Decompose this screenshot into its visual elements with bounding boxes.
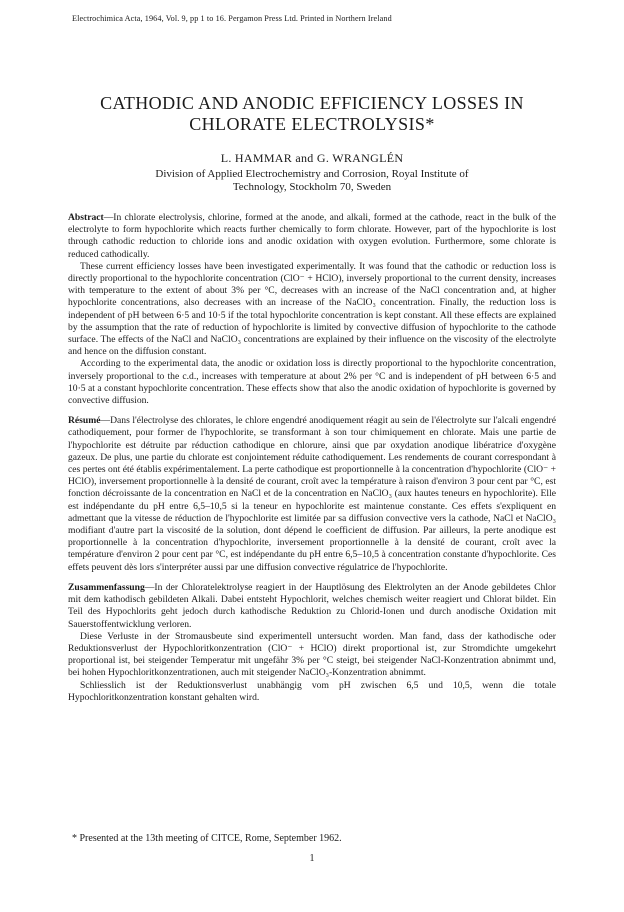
page-number: 1	[309, 853, 315, 864]
zusammenfassung-paragraph-2: Diese Verluste in der Stromausbeute sind experimentell untersucht worden. Man fand, dass der kathodische oder Reduktionsverlust der Hypochloritkonzentration (ClO⁻ + HClO) direkt proportional ist, zur Stromdichte umgekehrt proportional ist, bei steigender Temperatur mit ungefähr 3% per °C steigt, bei steigender NaCl-Konzentration abnimmt und, bei hohen Hypochloritkonzentrationen, auch mit steigender NaClO₃-Konzentration abnimmt.	[68, 630, 556, 679]
abstracts-block	[68, 212, 556, 704]
title-line-2: CHLORATE ELECTROLYSIS*	[189, 114, 435, 134]
zusammenfassung-paragraph-1	[68, 582, 556, 631]
resume-paragraph	[68, 415, 556, 574]
title-line-1: CATHODIC AND ANODIC EFFICIENCY LOSSES IN	[100, 93, 524, 113]
zusammenfassung-paragraph-3: Schliesslich ist der Reduktionsverlust unabhängig vom pH zwischen 6,5 und 10,5, wenn die totale Hypochloritkonzentration konstant gehalten wird.	[68, 679, 556, 703]
footnote: * Presented at the 13th meeting of CITCE, Rome, September 1962.	[72, 833, 342, 844]
abstract-paragraph-3: According to the experimental data, the anodic or oxidation loss is directly proportional to the hypochlorite concentration, inversely proportional to the c.d., increases with temperature at about 2% per °C and is independent of pH between 6·5 and 10·5 at a constant hypochlorite concentration. These effects show that also the anodic oxidation of hypochlorite is governed by convective diffusion.	[68, 358, 556, 407]
abstract-paragraph-2: These current efficiency losses have been investigated experimentally. It was found that the cathodic or reduction loss is directly proportional to the hypochlorite concentration (ClO⁻ + HClO), inversely proportional to the current density, increases with temperature to the extent of about 3% per °C, decreases with an increase of the NaCl concentration and, at higher hypochlorite concentrations, also decreases with an increase of the NaClO₃ concentration. Finally, the reduction loss is independent of pH between 6·5 and 10·5 if the total hypochlorite concentration is kept constant. All these effects are explained by the assumption that the rate of reduction of hypochlorite is limited by convective diffusion of hypochlorite to the cathode surface. The effects of the NaCl and NaClO₃ concentrations are explained by their influence on the viscosity of the electrolyte and hence on the diffusion constant.	[68, 260, 556, 358]
author-list: L. HAMMAR and G. WRANGLÉN	[220, 151, 404, 165]
affiliation: Division of Applied Electrochemistry and Corrosion, Royal Institute of Technology, Stockholm 70, Sweden	[155, 168, 469, 193]
journal-header: Electrochimica Acta, 1964, Vol. 9, pp 1 to 16. Pergamon Press Ltd. Printed in Northern Ireland	[72, 14, 392, 23]
abstract-label: Abstract	[68, 212, 104, 223]
zusammenfassung-text-1: —In der Chloratelektrolyse reagiert in der Hauptlösung des Elektrolyten an der Anode gebildetes Chlor mit dem kathodisch gebildeten Alkali. Dabei entsteht Hypochlorit, welches chemisch weiter reagiert und Chlorat bildet. Ein Teil des Hypochlorits geht jedoch durch kathodische Reduktion zu Chlorid-Ionen und durch anodische Oxidation mit Sauerstoffentwicklung verloren.	[68, 581, 556, 630]
resume-text: —Dans l'électrolyse des chlorates, le chlore engendré anodiquement réagit au sein de l'électrolyte sur l'alcali engendré cathodiquement, pour former de l'hypochlorite, se transformant à son tour chimiquement en chlorate. Mais une partie de l'hypochlorite est détruite par réduction cathodique en chlorure, ainsi que par oxydation anodique libératrice d'oxygène gazeux. De plus, une partie du chlorate est conjointement réduite cathodiquement. Les rendements de courant correspondant à ces pertes ont été établis expérimentalement. La perte cathodique est proportionnelle à la concentration d'hypochlorite (ClO⁻ + HClO), inversement proportionnelle à la densité de courant, croît avec la température à raison d'environ 3 pour cent par °C, est fonction décroissante de la concentration en NaCl et de la concentration en NaClO₃ (aux hautes teneurs en hypochlorite). Elle est indépendante du pH entre 6,5–10,5 si la teneur en hypochlorite est maintenue constante. Ces effets s'expliquent en admettant que la vitesse de réduction de l'hypochlorite est limitée par sa diffusion convective vers la cathode, NaCl et NaClO₃ modifiant d'autre part la viscosité de la solution, dont dépend le coefficient de diffusion. Par ailleurs, la perte anodique est proportionnelle à la concentration d'hypochlorite, inversement proportionnelle à la densité de courant, croît avec la température d'environ 2 pour cent par °C, est indépendante du pH entre 6,5–10,5 à concentration constante d'hypochlorite. Ces effets peuvent dès lors s'interpréter aussi par une diffusion convective régulatrice de l'hypochlorite.	[68, 415, 556, 573]
abstract-text-1: —In chlorate electrolysis, chlorine, formed at the anode, and alkali, formed at the cathode, react in the bulk of the electrolyte to form hypochlorite which reacts further chemically to form chlorate. However, part of the hypochlorite is lost through cathodic reduction to chloride ions and anodic oxidation with oxygen evolution. Furthermore, some chlorate is reduced cathodically.	[68, 212, 556, 260]
abstract-paragraph-1	[68, 212, 556, 261]
zusammenfassung-label: Zusammenfassung	[68, 581, 145, 593]
resume-label: Résumé	[68, 415, 101, 427]
paper-title	[0, 93, 624, 135]
